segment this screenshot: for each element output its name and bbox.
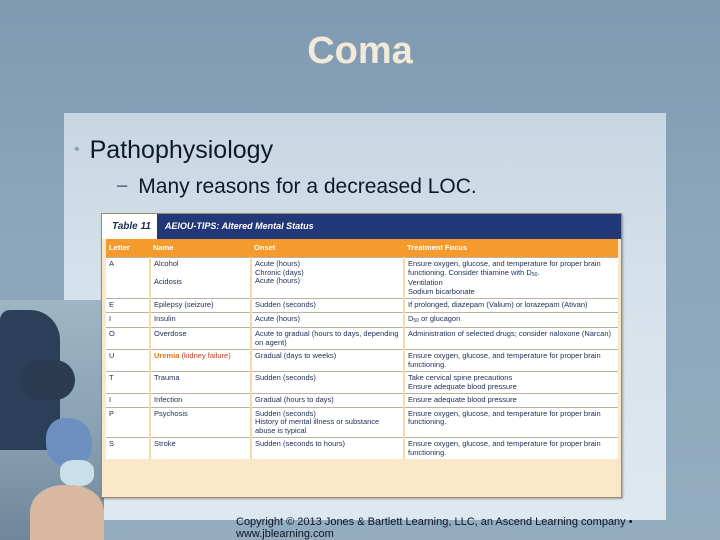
bullet-decreased-loc xyxy=(116,175,477,199)
table-row xyxy=(106,299,618,313)
copyright-footer: Copyright © 2013 Jones & Bartlett Learning, LLC, an Ascend Learning company • www.jblearning.com xyxy=(236,516,633,540)
cell-treatment: Take cervical spine precautions Ensure adequate blood pressure xyxy=(404,372,618,394)
table-row xyxy=(106,407,618,438)
oxygen-mask xyxy=(60,460,94,486)
cell-letter: S xyxy=(106,438,150,460)
paramedic-arm xyxy=(20,360,75,400)
cell-onset: Sudden (seconds) xyxy=(251,372,404,394)
cell-name: Epilepsy (seizure) xyxy=(150,299,251,313)
cell-letter: A xyxy=(106,258,150,299)
bullet-dash-icon: − xyxy=(116,175,129,198)
table-row xyxy=(106,350,618,372)
table-number: Table 11 xyxy=(102,214,157,239)
cell-name: Alcohol Acidosis xyxy=(150,258,251,299)
uremia-highlight: Uremia xyxy=(154,351,180,360)
cell-onset: Acute to gradual (hours to days, depending on agent) xyxy=(251,328,404,350)
altered-mental-status-table xyxy=(106,239,618,459)
cell-treatment: Ensure oxygen, glucose, and temperature for proper brain functioning. xyxy=(404,438,618,460)
aeiou-tips-table xyxy=(101,213,622,498)
col-header-onset: Onset xyxy=(251,239,404,258)
cell-letter: E xyxy=(106,299,150,313)
cell-onset: Sudden (seconds to hours) xyxy=(251,438,404,460)
col-header-letter: Letter xyxy=(106,239,150,258)
cell-onset: Sudden (seconds) History of mental illness or substance abuse is typical xyxy=(251,407,404,438)
cell-onset: Acute (hours) xyxy=(251,312,404,328)
table-row xyxy=(106,394,618,408)
table-header-row xyxy=(106,239,618,258)
bullet-dot-icon: • xyxy=(74,141,80,158)
cell-name: Insulin xyxy=(150,312,251,328)
cell-onset: Gradual (days to weeks) xyxy=(251,350,404,372)
slide-title: Coma xyxy=(307,30,413,72)
cell-name: Infection xyxy=(150,394,251,408)
cell-treatment: Ensure oxygen, glucose, and temperature for proper brain functioning. xyxy=(404,350,618,372)
cell-name: Uremia (kidney failure) xyxy=(150,350,251,372)
cell-letter: U xyxy=(106,350,150,372)
table-row xyxy=(106,372,618,394)
cell-letter: I xyxy=(106,312,150,328)
table-row xyxy=(106,258,618,299)
bullet-text: Pathophysiology xyxy=(89,136,274,164)
cell-treatment: Ensure adequate blood pressure xyxy=(404,394,618,408)
cell-letter: I xyxy=(106,394,150,408)
sub-bullet-text: Many reasons for a decreased LOC. xyxy=(138,175,477,198)
cell-letter: O xyxy=(106,328,150,350)
cell-letter: T xyxy=(106,372,150,394)
col-header-name: Name xyxy=(150,239,251,258)
paramedic-photo xyxy=(0,300,104,540)
table-row xyxy=(106,328,618,350)
cell-treatment: Ensure oxygen, glucose, and temperature for proper brain functioning. Consider thiamine with $D_{50}$. Ventilation Sodium bicarbonate xyxy=(404,258,618,299)
bullet-pathophysiology xyxy=(74,136,273,165)
cell-onset: Gradual (hours to days) xyxy=(251,394,404,408)
table-caption: AEIOU-TIPS: Altered Mental Status xyxy=(157,214,621,239)
cell-treatment: Administration of selected drugs; consider naloxone (Narcan) xyxy=(404,328,618,350)
cell-name: Overdose xyxy=(150,328,251,350)
cell-treatment: If prolonged, diazepam (Valium) or lorazepam (Ativan) xyxy=(404,299,618,313)
cell-name: Psychosis xyxy=(150,407,251,438)
cell-treatment: $D_{50}$ or glucagon xyxy=(404,312,618,328)
table-header-bar xyxy=(102,214,621,239)
cell-onset: Sudden (seconds) xyxy=(251,299,404,313)
patient-face xyxy=(30,485,104,540)
cell-treatment: Ensure oxygen, glucose, and temperature for proper brain functioning. xyxy=(404,407,618,438)
cell-onset: Acute (hours) Chronic (days) Acute (hours) xyxy=(251,258,404,299)
table-row xyxy=(106,438,618,460)
table-row xyxy=(106,312,618,328)
cell-name: Stroke xyxy=(150,438,251,460)
cell-letter: P xyxy=(106,407,150,438)
col-header-treatment: Treatment Focus xyxy=(404,239,618,258)
cell-name: Trauma xyxy=(150,372,251,394)
